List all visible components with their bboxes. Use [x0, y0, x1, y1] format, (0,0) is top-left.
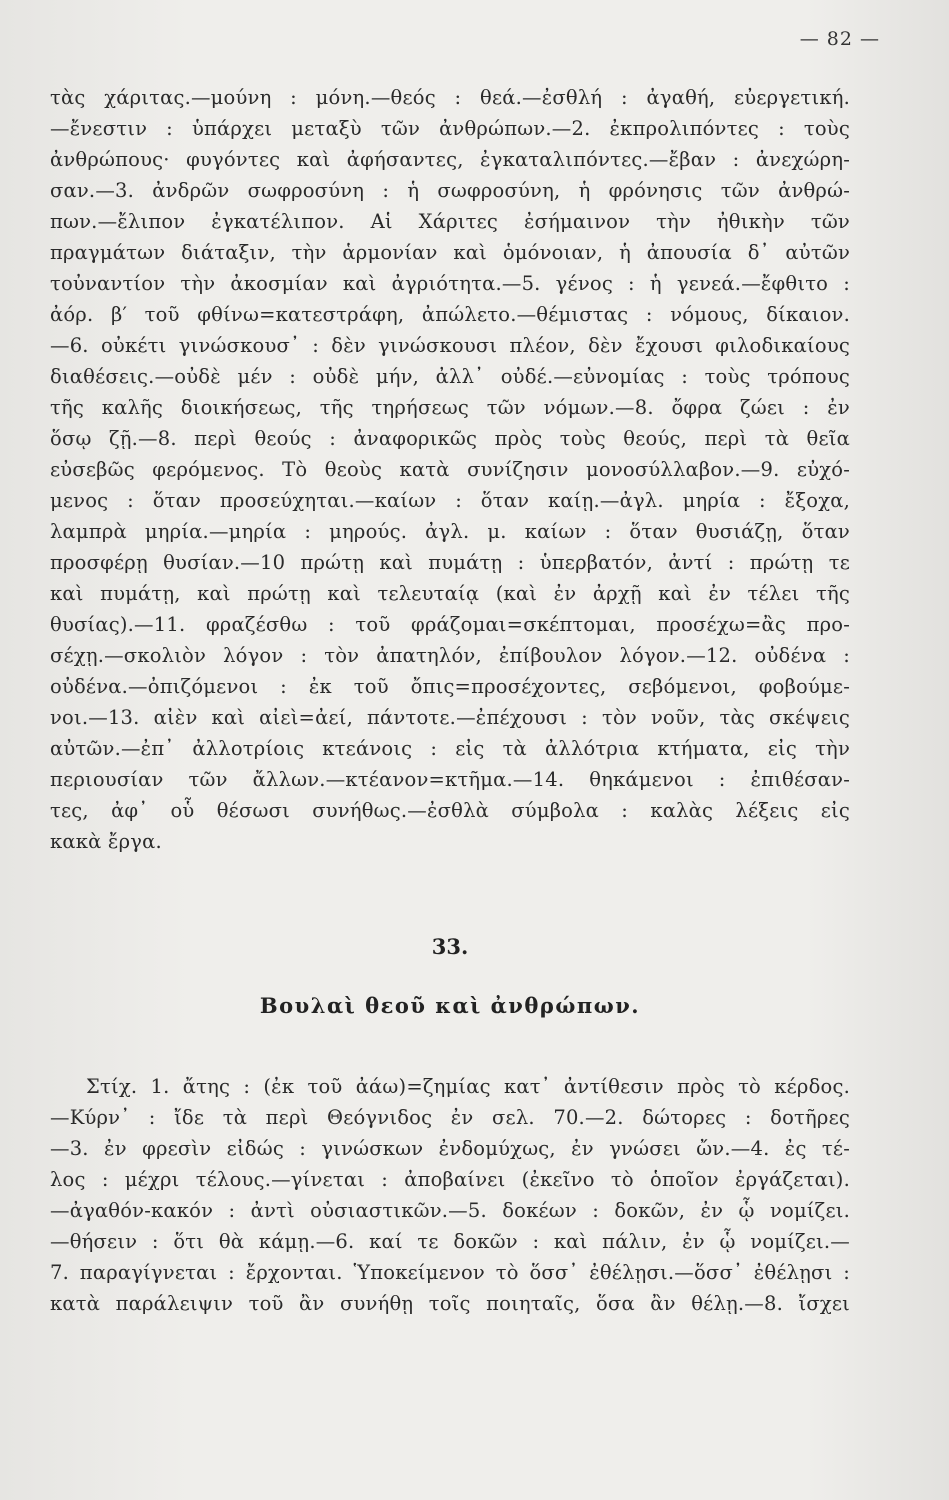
- text-line: θυσίας).—11. φραζέσθω : τοῦ φράζομαι=σκέπτομαι, προσέχω=ἂς προ-: [50, 613, 850, 636]
- text-line: —ἔνεστιν : ὑπάρχει μεταξὺ τῶν ἀνθρώπων.—2. ἐκπρολιπόντες : τοὺς: [50, 117, 850, 140]
- text-line: μενος : ὅταν προσεύχηται.—καίων : ὅταν καίῃ.—ἀγλ. μηρία : ἔξοχα,: [50, 489, 850, 512]
- text-line: τες, ἀφ᾽ οὗ θέσωσι συνήθως.—ἐσθλὰ σύμβολα : καλὰς λέξεις εἰς: [50, 799, 850, 822]
- text-line: σαν.—3. ἀνδρῶν σωφροσύνη : ἡ σωφροσύνη, ἡ φρόνησις τῶν ἀνθρώ-: [50, 179, 850, 202]
- text-line: περιουσίαν τῶν ἄλλων.—κτέανον=κτῆμα.—14. θηκάμενοι : ἐπιθέσαν-: [50, 768, 850, 791]
- text-line: —Κύρν᾽ : ἴδε τὰ περὶ Θεόγνιδος ἐν σελ. 70.—2. δώτορες : δοτῆρες: [50, 1106, 850, 1129]
- page-number: — 82 —: [799, 28, 880, 50]
- text-line: λος : μέχρι τέλους.—γίνεται : ἀποβαίνει (ἐκεῖνο τὸ ὁποῖον ἐργάζεται).: [50, 1168, 850, 1191]
- section-number: 33.: [431, 934, 469, 959]
- notes-bottom: [50, 1071, 850, 1319]
- text-line: νοι.—13. αἰὲν καὶ αἰεὶ=ἀεί, πάντοτε.—ἐπέχουσι : τὸν νοῦν, τὰς σκέψεις: [50, 706, 850, 729]
- text-line: —6. οὐκέτι γινώσκουσ᾽ : δὲν γινώσκουσι πλέον, δὲν ἔχουσι φιλοδικαίους: [50, 334, 850, 357]
- text-line: ἀόρ. β′ τοῦ φθίνω=κατεστράφη, ἀπώλετο.—θέμιστας : νόμους, δίκαιον.: [50, 303, 850, 326]
- text-line: —ἀγαθόν-κακόν : ἀντὶ οὐσιαστικῶν.—5. δοκέων : δοκῶν, ἐν ᾧ νομίζει.: [50, 1199, 850, 1222]
- text-line: 7. παραγίγνεται : ἔρχονται. Ὑποκείμενον τὸ ὅσσ᾽ ἐθέλῃσι.—ὅσσ᾽ ἐθέλῃσι :: [50, 1261, 850, 1284]
- notes-top: [50, 82, 850, 857]
- text-line: πων.—ἔλιπον ἐγκατέλιπον. Αἱ Χάριτες ἐσήμαινον τὴν ἠθικὴν τῶν: [50, 210, 850, 233]
- text-line: κατὰ παράλειψιν τοῦ ἂν συνήθῃ τοῖς ποιηταῖς, ὅσα ἂν θέλῃ.—8. ἴσχει: [50, 1292, 850, 1315]
- text-line: τῆς καλῆς διοικήσεως, τῆς τηρήσεως τῶν νόμων.—8. ὄφρα ζώει : ἐν: [50, 396, 850, 419]
- text-line: λαμπρὰ μηρία.—μηρία : μηρούς. ἀγλ. μ. καίων : ὅταν θυσιάζῃ, ὅταν: [50, 520, 850, 543]
- text-line: αὐτῶν.—ἐπ᾽ ἀλλοτρίοις κτεάνοις : εἰς τὰ ἀλλότρια κτήματα, εἰς τὴν: [50, 737, 850, 760]
- text-line: εὐσεβῶς φερόμενος. Τὸ θεοὺς κατὰ συνίζησιν μονοσύλλαβον.—9. εὐχό-: [50, 458, 850, 481]
- text-line: Στίχ. 1. ἄτης : (ἐκ τοῦ ἀάω)=ζημίας κατ᾽ ἀντίθεσιν πρὸς τὸ κέρδος.: [86, 1075, 850, 1098]
- text-line: κακὰ ἔργα.: [50, 830, 162, 853]
- text-line: καὶ πυμάτῃ, καὶ πρώτῃ καὶ τελευταίᾳ (καὶ ἐν ἀρχῇ καὶ ἐν τέλει τῆς: [50, 582, 850, 605]
- text-line: τὰς χάριτας.—μούνη : μόνη.—θεός : θεά.—ἐσθλή : ἀγαθή, εὐεργετική.: [50, 86, 850, 109]
- text-line: προσφέρῃ θυσίαν.—10 πρώτῃ καὶ πυμάτῃ : ὑπερβατόν, ἀντί : πρώτῃ τε: [50, 551, 850, 574]
- text-line: ἀνθρώπους· φυγόντες καὶ ἀφήσαντες, ἐγκαταλιπόντες.—ἔβαν : ἀνεχώρη-: [50, 148, 850, 171]
- text-line: —θήσειν : ὅτι θὰ κάμῃ.—6. καί τε δοκῶν : καὶ πάλιν, ἐν ᾧ νομίζει.—: [50, 1230, 850, 1253]
- text-line: τοὐναντίον τὴν ἀκοσμίαν καὶ ἀγριότητα.—5. γένος : ἡ γενεά.—ἔφθιτο :: [50, 272, 850, 295]
- text-line: ὅσῳ ζῇ.—8. περὶ θεούς : ἀναφορικῶς πρὸς τοὺς θεούς, περὶ τὰ θεῖα: [50, 427, 850, 450]
- text-line: πραγμάτων διάταξιν, τὴν ἁρμονίαν καὶ ὁμόνοιαν, ἡ ἀπουσία δ᾽ αὐτῶν: [50, 241, 850, 264]
- text-line: διαθέσεις.—οὐδὲ μέν : οὐδὲ μήν, ἀλλ᾽ οὐδέ.—εὐνομίας : τοὺς τρόπους: [50, 365, 850, 388]
- section-title: Βουλαὶ θεοῦ καὶ ἀνθρώπων.: [259, 993, 641, 1018]
- text-line: οὐδένα.—ὀπιζόμενοι : ἐκ τοῦ ὄπις=προσέχοντες, σεβόμενοι, φοβούμε-: [50, 675, 850, 698]
- text-line: —3. ἐν φρεσὶν εἰδώς : γινώσκων ἐνδομύχως, ἐν γνώσει ὤν.—4. ἐς τέ-: [50, 1137, 850, 1160]
- text-line: σέχῃ.—σκολιὸν λόγον : τὸν ἀπατηλόν, ἐπίβουλον λόγον.—12. οὐδένα :: [50, 644, 850, 667]
